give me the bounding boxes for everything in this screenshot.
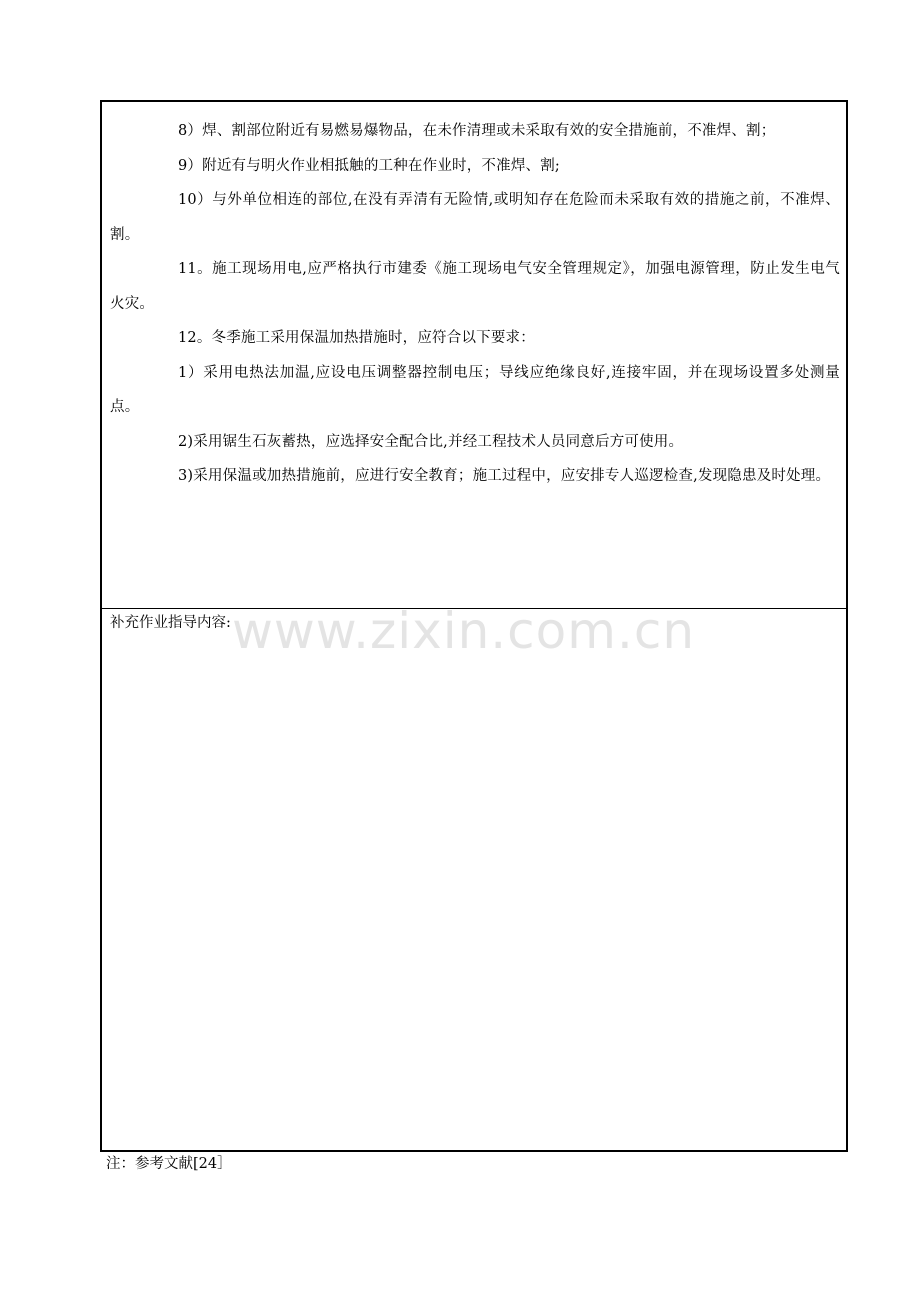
supplement-label: 补充作业指导内容: (110, 615, 231, 631)
safety-requirements-cell (102, 102, 846, 609)
safety-requirements-text (110, 114, 840, 494)
paragraph-12-2: 2)采用锯生石灰蓄热，应选择安全配合比,并经工程技术人员同意后方可使用。 (178, 433, 684, 450)
paragraph-11: 11。施工现场用电,应严格执行市建委《施工现场电气安全管理规定》，加强电源管理，防止发生电气火灾。 (110, 261, 840, 312)
paragraph-12-3: 3)采用保温或加热措施前，应进行安全教育；施工过程中，应安排专人巡逻检查,发现隐患及时处理。 (178, 468, 831, 484)
paragraph-10: 10）与外单位相连的部位,在没有弄清有无险情,或明知存在危险而未采取有效的措施之前，不准焊、割。 (110, 192, 840, 243)
supplement-cell (102, 609, 846, 1150)
paragraph-12-1: 1）采用电热法加温,应设电压调整器控制电压；导线应绝缘良好,连接牢固，并在现场设置多处测量点。 (110, 364, 840, 415)
footnote: 注：参考文献[24］ (106, 1156, 232, 1172)
paragraph-9: 9）附近有与明火作业相抵触的工种在作业时，不准焊、割; (178, 157, 561, 174)
paragraph-8: 8）焊、割部位附近有易燃易爆物品，在未作清理或未采取有效的安全措施前，不准焊、割； (178, 123, 776, 139)
watermark: www.zixin.com.cn (232, 602, 696, 660)
paragraph-12: 12。冬季施工采用保温加热措施时，应符合以下要求： (178, 330, 535, 346)
